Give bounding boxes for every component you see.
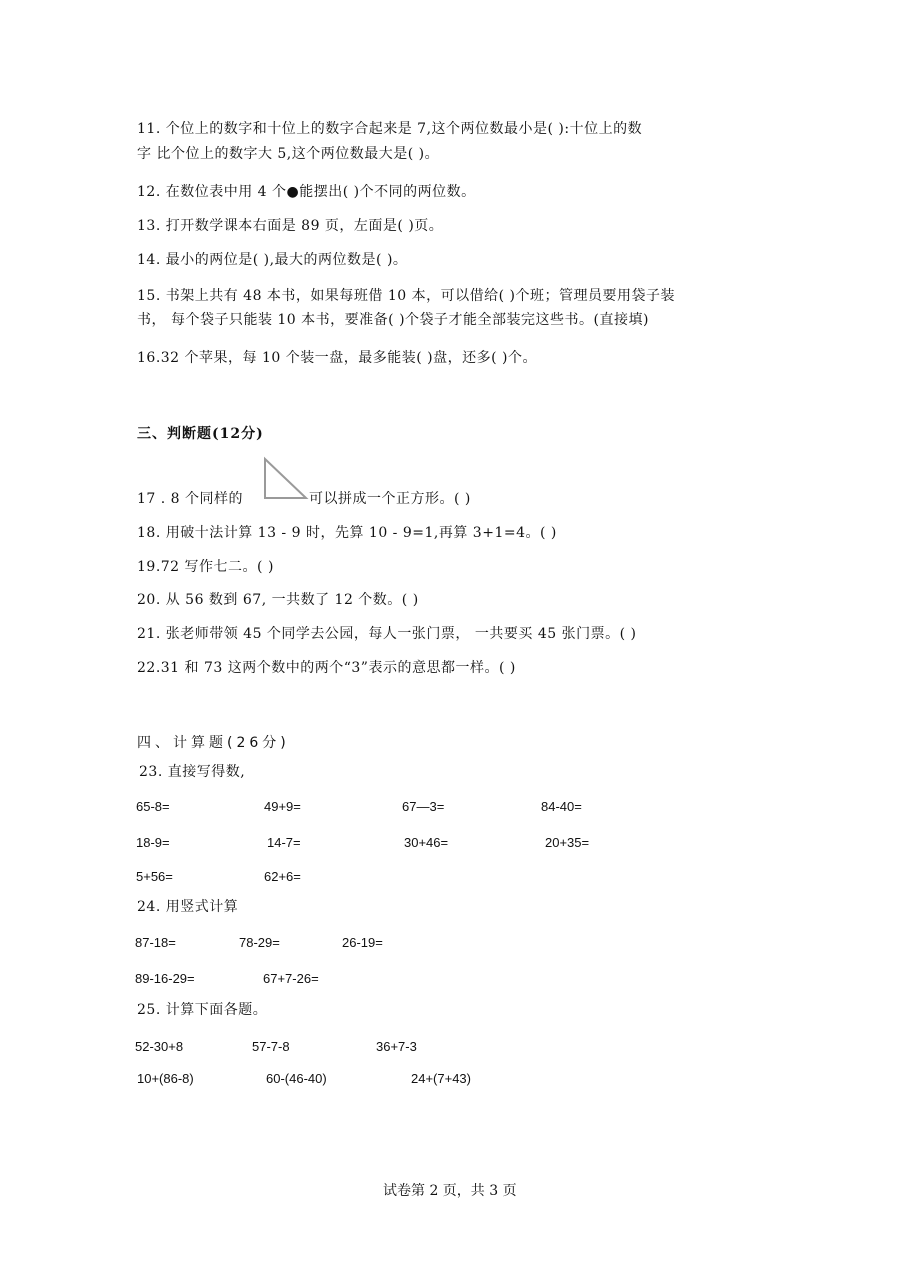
question-17-part-1: 17 . 8 个同样的 — [137, 491, 244, 507]
calc-item: 67+7-26= — [263, 971, 319, 986]
section-heading-judge: 三、判断题(12分) — [137, 426, 264, 442]
calc-item: 5+56= — [136, 869, 173, 884]
calc-item: 60-(46-40) — [266, 1071, 327, 1086]
calc-item: 10+(86-8) — [137, 1071, 194, 1086]
calc-item: 20+35= — [545, 835, 590, 850]
calc-item: 30+46= — [404, 835, 449, 850]
calc-item: 52-30+8 — [135, 1039, 184, 1054]
calc-item: 84-40= — [541, 799, 582, 814]
question-17-part-2: 可以拼成一个正方形。( ) — [309, 491, 471, 507]
page-footer: 试卷第 2 页，共 3 页 — [383, 1183, 517, 1199]
question-20: 20. 从 56 数到 67, 一共数了 12 个数。( ) — [137, 592, 419, 608]
right-triangle-figure — [262, 456, 312, 502]
calc-item: 62+6= — [264, 869, 301, 884]
question-15-line-2: 书， 每个袋子只能装 10 本书，要准备( )个袋子才能全部装完这些书。(直接填) — [137, 312, 649, 328]
question-21: 21. 张老师带领 45 个同学去公园，每人一张门票， 一共要买 45 张门票。( ) — [137, 626, 637, 642]
question-11-line-1: 11. 个位上的数字和十位上的数字合起来是 7,这个两位数最小是( ):十位上的数 — [137, 121, 643, 137]
question-18: 18. 用破十法计算 13 - 9 时，先算 10 - 9=1,再算 3+1=4。( ) — [137, 525, 557, 541]
question-12: 12. 在数位表中用 4 个●能摆出( )个不同的两位数。 — [137, 184, 476, 200]
calc-item: 89-16-29= — [135, 971, 195, 986]
calc-item: 87-18= — [135, 935, 176, 950]
question-13: 13. 打开数学课本右面是 89 页，左面是( )页。 — [137, 218, 444, 234]
question-24-title: 24. 用竖式计算 — [137, 899, 239, 915]
question-19: 19.72 写作七二。( ) — [137, 559, 274, 575]
question-16: 16.32 个苹果，每 10 个装一盘，最多能装( )盘，还多( )个。 — [137, 350, 537, 366]
calc-item: 65-8= — [136, 799, 170, 814]
question-22: 22.31 和 73 这两个数中的两个“3”表示的意思都一样。( ) — [137, 660, 516, 676]
question-25-title: 25. 计算下面各题。 — [137, 1002, 268, 1018]
calc-item: 14-7= — [267, 835, 301, 850]
calc-item: 67—3= — [402, 799, 445, 814]
question-23-title: 23. 直接写得数, — [139, 764, 246, 780]
calc-item: 18-9= — [136, 835, 170, 850]
calc-item: 24+(7+43) — [411, 1071, 471, 1086]
section-heading-compute: 四、计算题(26分) — [137, 735, 290, 751]
calc-item: 78-29= — [239, 935, 280, 950]
calc-item: 36+7-3 — [376, 1039, 417, 1054]
calc-item: 26-19= — [342, 935, 383, 950]
calc-item: 57-7-8 — [252, 1039, 290, 1054]
question-15-line-1: 15. 书架上共有 48 本书，如果每班借 10 本，可以借给( )个班；管理员要用袋子装 — [137, 288, 676, 304]
question-14: 14. 最小的两位是( ),最大的两位数是( )。 — [137, 252, 408, 268]
question-11-line-2: 字 比个位上的数字大 5,这个两位数最大是( )。 — [137, 146, 440, 162]
calc-item: 49+9= — [264, 799, 301, 814]
